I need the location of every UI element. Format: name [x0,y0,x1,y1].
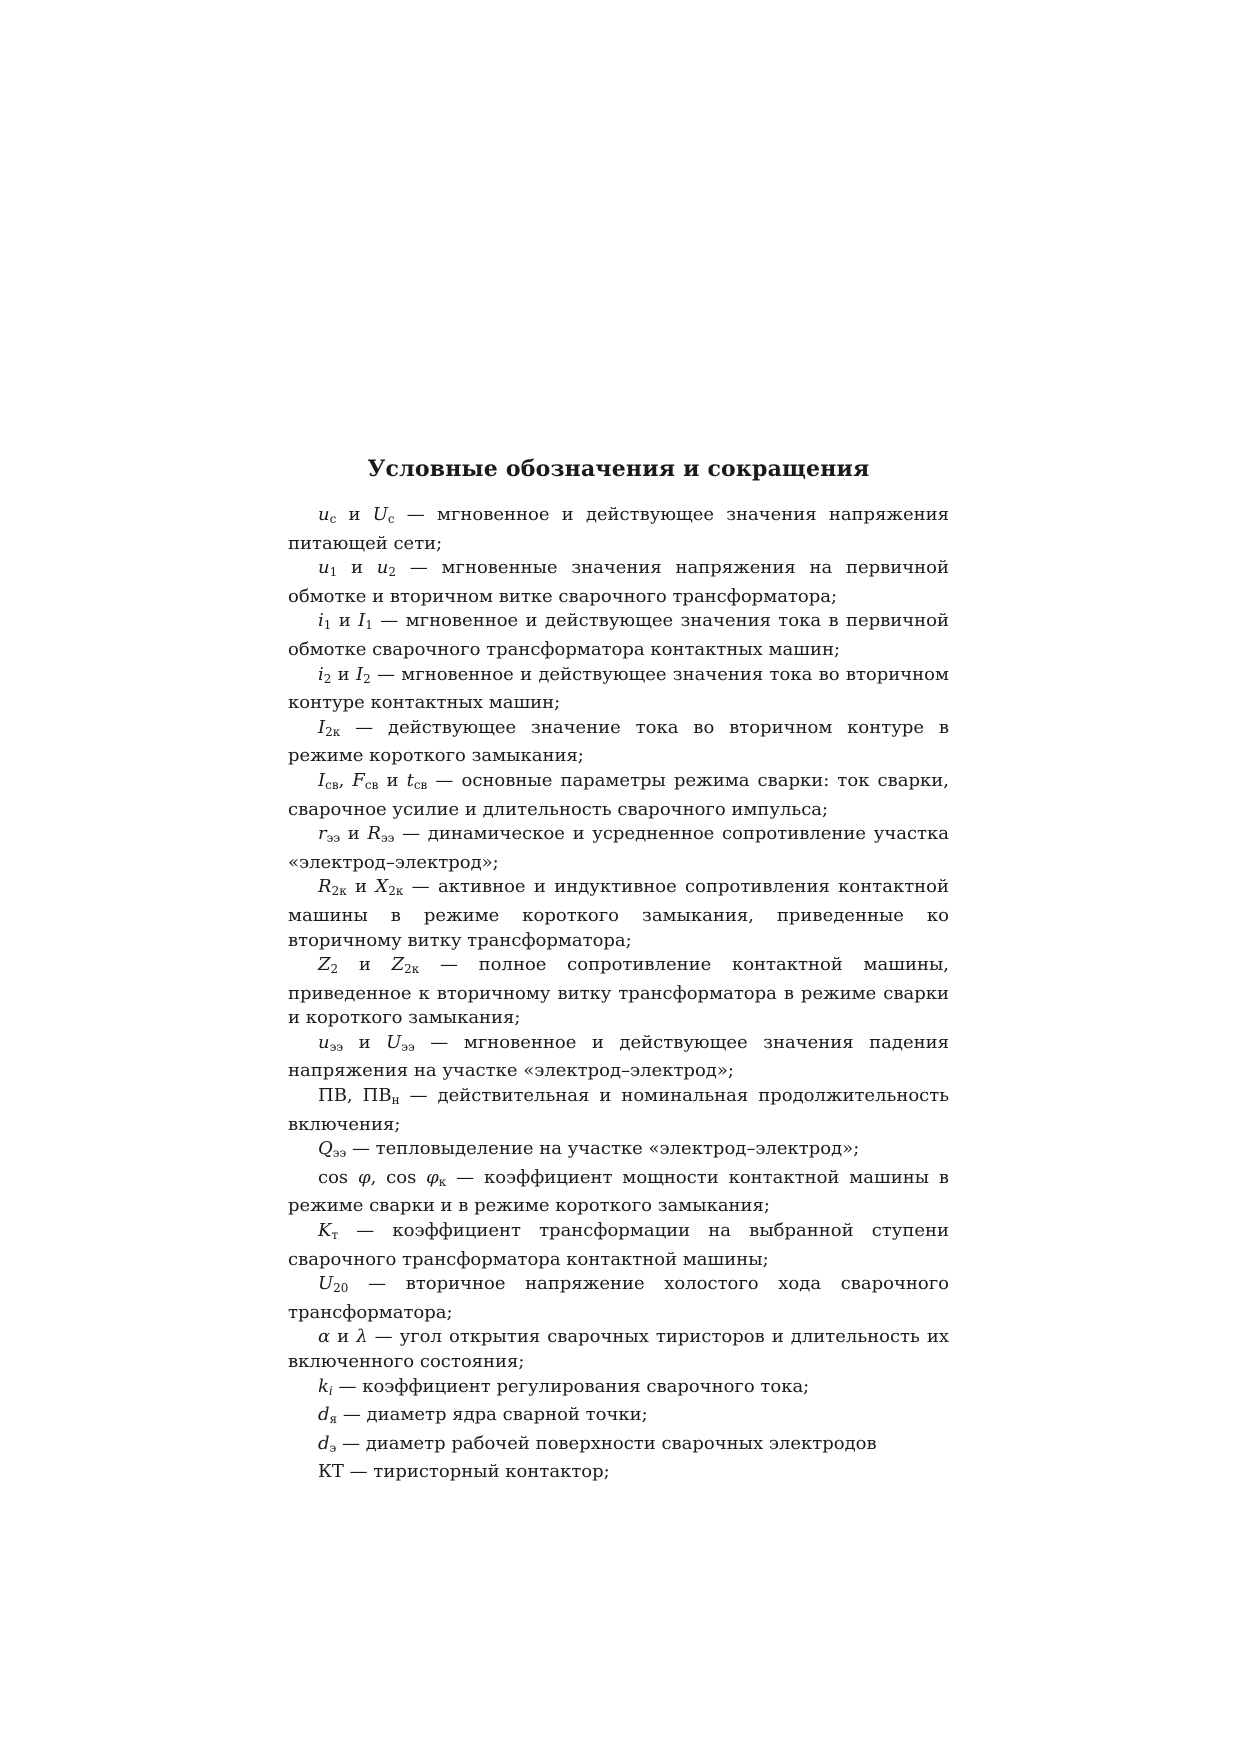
list-item: $Z_2$ и $Z_{2к}$ — полное сопротивление контактной машины, приведенное к вторичному витку трансформатора в режиме сварки и короткого замыкания; [288,954,949,1029]
list-item: $Q_{ээ}$ — тепловыделение на участке «электрод–электрод»; [318,1138,860,1161]
list-item: α и λ — угол открытия сварочных тиристоров и длительность их включенного состояния; [288,1326,949,1372]
list-item: КТ — тиристорный контактор; [318,1461,610,1483]
list-item: $i_1$ и $I_1$ — мгновенное и действующее значения тока в первичной обмотке сварочного трансформатора контактных машин; [288,610,949,660]
abbreviation-list [288,503,949,1485]
page-title: Условные обозначения и сокращения [367,456,870,482]
list-item: $u_с$ и $U_с$ — мгновенное и действующее значения напряжения питающей сети; [288,504,949,554]
list-item: $u_1$ и $u_2$ — мгновенные значения напряжения на первичной обмотке и вторичном витке сварочного трансформатора; [288,557,949,607]
list-item: cos φ, $\cos \varphi_к$ — коэффициент мощности контактной машины в режиме сварки и в режиме короткого замыкания; [288,1166,949,1217]
list-item: $U_{20}$ — вторичное напряжение холостого хода сварочного трансформатора; [288,1273,949,1323]
list-item: $d_я$ — диаметр ядра сварной точки; [318,1404,648,1427]
list-item: $r_{ээ}$ и $R_{ээ}$ — динамическое и усредненное сопротивление участка «электрод–электрод»; [288,823,949,873]
list-item: $R_{2к}$ и $X_{2к}$ — активное и индуктивное сопротивления контактной машины в режиме короткого замыкания, приведенные ко вторичному витку трансформатора; [288,876,949,951]
list-item: $i_2$ и $I_2$ — мгновенное и действующее значения тока во вторичном контуре контактных машин; [288,663,949,714]
list-item: $K_т$ — коэффициент трансформации на выбранной ступени сварочного трансформатора контактной машины; [288,1220,949,1270]
list-item: $k_i$ — коэффициент регулирования сварочного тока; [318,1375,810,1398]
page-content [288,455,949,1485]
list-item: $u_{ээ}$ и $U_{ээ}$ — мгновенное и действующее значения падения напряжения на участке «электрод–электрод»; [288,1031,949,1082]
list-item: $I_{св}$, $F_{св}$ и $t_{св}$ — основные параметры режима сварки: ток сварки, сварочное усилие и длительность сварочного импульса; [288,769,949,820]
list-item: ПВ, $ПВ_н$ — действительная и номинальная продолжительность включения; [288,1085,949,1135]
list-item: $d_э$ — диаметр рабочей поверхности сварочных электродов [318,1432,877,1455]
list-item: $I_{2к}$ — действующее значение тока во вторичном контуре в режиме короткого замыкания; [288,716,949,767]
